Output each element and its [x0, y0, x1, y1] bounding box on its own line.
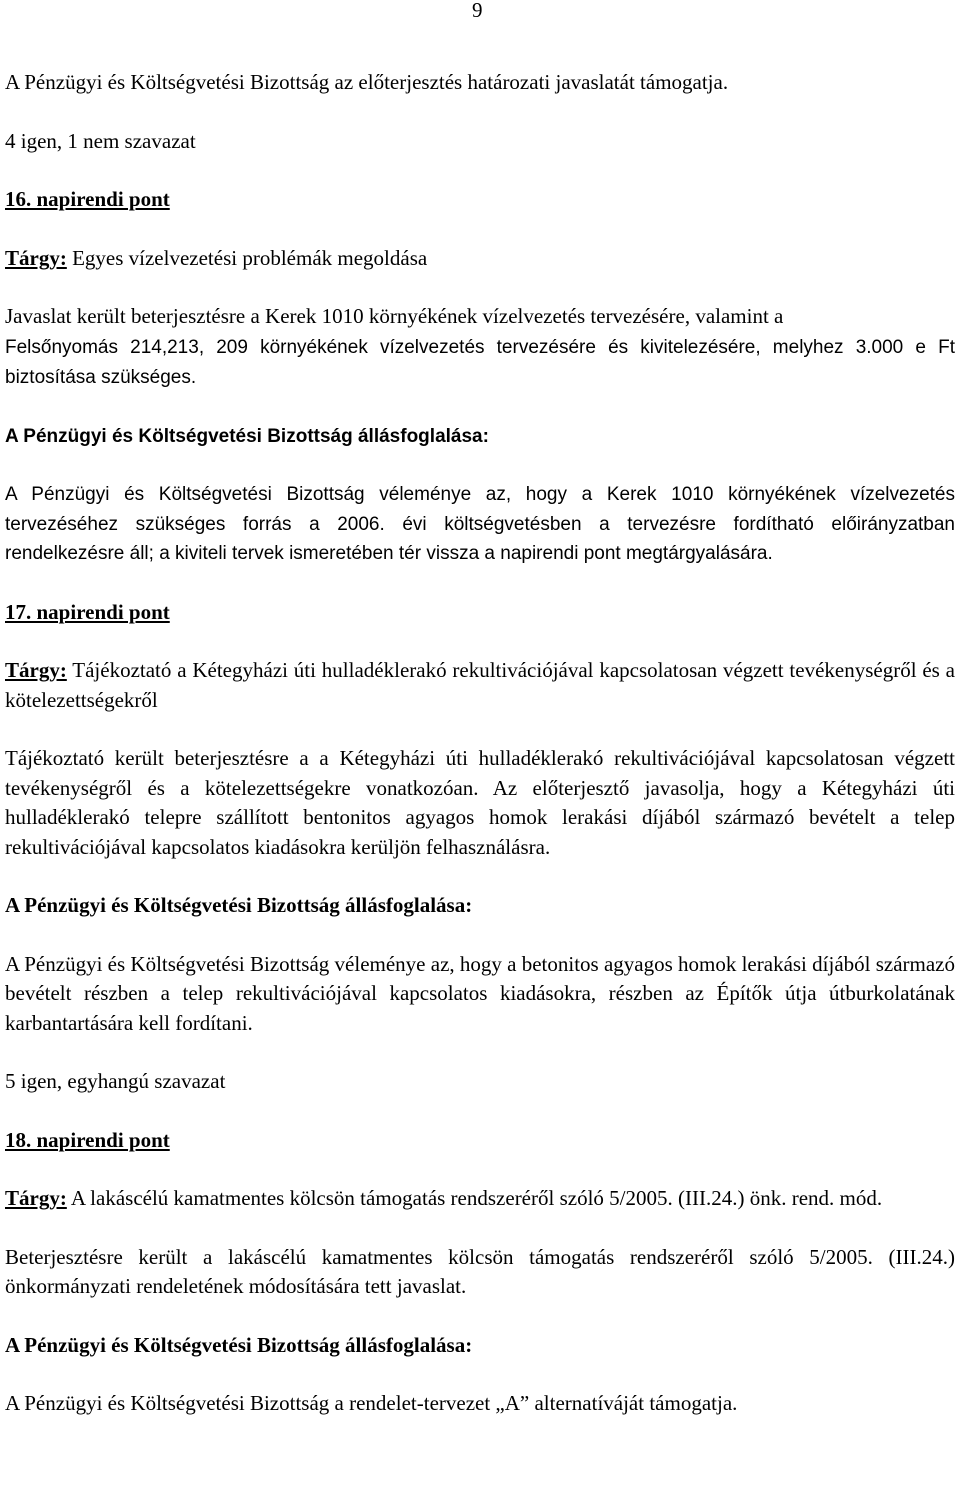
- subject-text: Egyes vízelvezetési problémák megoldása: [66, 245, 428, 270]
- agenda-item-16-committee-heading: A Pénzügyi és Költségvetési Bizottság állásfoglalása:: [5, 425, 489, 447]
- document-body: [5, 68, 955, 1448]
- agenda-item-16-subject: [5, 244, 955, 274]
- vote-result-1: 4 igen, 1 nem szavazat: [5, 128, 196, 153]
- subject-label: Tárgy:: [5, 245, 67, 270]
- body-rest: Felsőnyomás 214,213, 209 környékének vízelvezetés tervezésére és kivitelezésére, melyhez 3.000 e Ft biztosítása szükséges.: [5, 336, 955, 388]
- agenda-item-17-subject: [5, 656, 955, 715]
- subject-text: A lakáscélú kamatmentes kölcsön támogatás rendszeréről szóló 5/2005. (III.24.) önk. rend. mód.: [66, 1186, 883, 1210]
- agenda-item-16-committee-body: [5, 480, 955, 569]
- agenda-item-17-committee-body: A Pénzügyi és Költségvetési Bizottság véleménye az, hogy a betonitos agyagos homok lerakási díjából származó bevételt részben a telep rekultivációjával kapcsolatos kiadásokra, részben az Építők útja útburkolatának karbantartására kell fordítani.: [5, 951, 956, 1035]
- committee-rest: évi költségvetésben a tervezésre fordítható előirányzatban rendelkezésre áll; a kiviteli tervek ismeretében tér vissza a napirendi pont megtárgyalására.: [5, 513, 955, 564]
- paragraph-support-statement: A Pénzügyi és Költségvetési Bizottság az előterjesztés határozati javaslatát támogatja.: [5, 70, 729, 94]
- agenda-item-17-body: Tájékoztató került beterjesztésre a a Kétegyházi úti hulladéklerakó rekultivációjával kapcsolatosan végzett tevékenységről és a kötelezettségekre vonatkozóan. Az előterjesztő javasolja, hogy a Kétegyházi úti hulladéklerakó telepre szállított bentonitos agyagos homok lerakási díjából származó bevételt a telep rekultivációjával kapcsolatos kiadásokra kerüljön felhasználásra.: [5, 746, 955, 859]
- subject-label: Tárgy:: [5, 658, 67, 682]
- agenda-item-18-heading: 18. napirendi pont: [5, 1127, 170, 1152]
- agenda-item-18-subject: [5, 1184, 955, 1214]
- subject-text: Tájékoztató a Kétegyházi úti hulladéklerakó rekultivációjával kapcsolatosan végzett tevékenységről és a kötelezettségekről: [5, 658, 955, 712]
- agenda-item-17-committee-heading: A Pénzügyi és Költségvetési Bizottság állásfoglalása:: [5, 893, 473, 917]
- agenda-item-16-heading: 16. napirendi pont: [5, 187, 170, 211]
- committee-line-1: A Pénzügyi és Költségvetési Bizottság véleménye az, hogy a Kerek 1010 környékének vízelvezetés tervezéséhez szükséges forrás a 2006.: [5, 484, 955, 535]
- page-number: 9: [472, 0, 483, 22]
- subject-label: Tárgy:: [5, 1186, 67, 1210]
- agenda-item-16-body: [5, 302, 955, 393]
- vote-result-2: 5 igen, egyhangú szavazat: [5, 1069, 226, 1093]
- agenda-item-18-committee-heading: A Pénzügyi és Költségvetési Bizottság állásfoglalása:: [5, 1332, 473, 1357]
- agenda-item-17-heading: 17. napirendi pont: [5, 599, 170, 624]
- body-line-1: Javaslat került beterjesztésre a Kerek 1010 környékének vízelvezetés tervezésére, valamint a: [5, 304, 784, 328]
- agenda-item-18-committee-body: A Pénzügyi és Költségvetési Bizottság a rendelet-tervezet „A” alternatíváját támogatja.: [5, 1391, 738, 1415]
- agenda-item-18-body: Beterjesztésre került a lakáscélú kamatmentes kölcsön támogatás rendszeréről szóló 5/2005. (III.24.) önkormányzati rendeletének módosítására tett javaslat.: [5, 1244, 955, 1298]
